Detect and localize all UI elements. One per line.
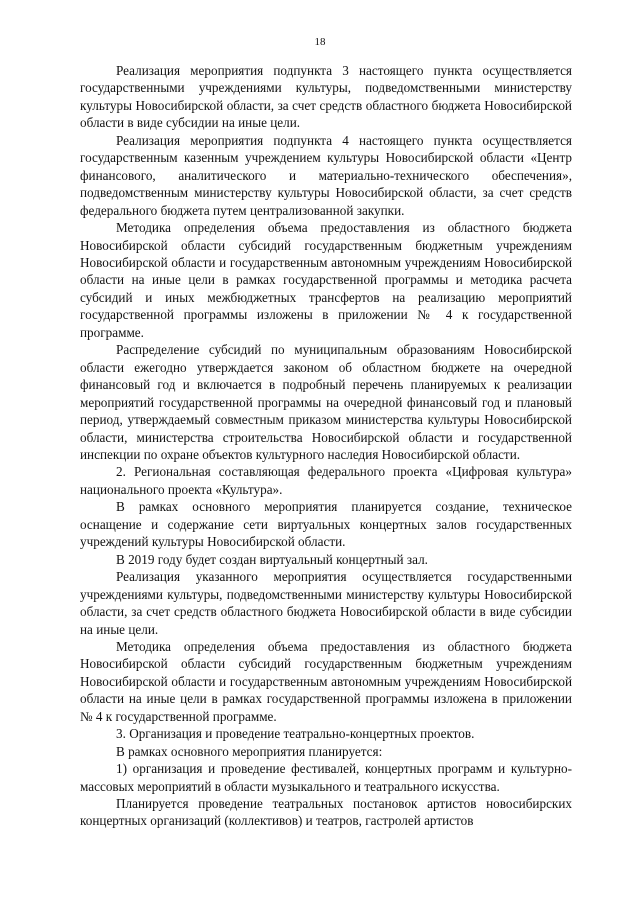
paragraph-festivals: 1) организация и проведение фестивалей, концертных программ и культурно-массовых мероприятий в области музыкального и театрального искусства. [80, 761, 572, 794]
paragraph-section-2-heading: 2. Региональная составляющая федерального проекта «Цифровая культура» национального проекта «Культура». [80, 464, 572, 497]
paragraph-subitem-3-implementation: Реализация мероприятия подпункта 3 настоящего пункта осуществляется государственными учреждениями культуры, подведомственными министерству культуры Новосибирской области, за счет средств областного бюджета Новосибирской области в виде субсидии на иные цели. [80, 63, 572, 131]
document-body [80, 62, 572, 830]
paragraph-implementation-funding: Реализация указанного мероприятия осуществляется государственными учреждениями культуры, подведомственными министерству культуры Новосибирской области, за счет средств областного бюджета Новосибирской области в виде субсидии на иные цели. [80, 569, 572, 637]
paragraph-2019-virtual-hall: В 2019 году будет создан виртуальный концертный зал. [116, 551, 428, 567]
paragraph-subsidy-methodology: Методика определения объема предоставления из областного бюджета Новосибирской области субсидий государственным бюджетным учреждениям Новосибирской области и государственным автономным учреждениям Новосибирской области на иные цели в рамках государственной программы и методика расчета субсидий и иных межбюджетных трансфертов на реализацию мероприятий государственной программы изложены в приложении № 4 к государственной программе. [80, 220, 572, 340]
paragraph-subsidy-distribution: Распределение субсидий по муниципальным образованиям Новосибирской области ежегодно утверждается законом об областном бюджете на очередной финансовый год и включается в подробный перечень планируемых к реализации мероприятий государственной программы на очередной финансовый год и плановый период, утверждаемый совместным приказом министерства культуры Новосибирской области, министерства строительства Новосибирской области и государственной инспекции по охране объектов культурного наследия Новосибирской области. [80, 342, 572, 462]
paragraph-planned-intro: В рамках основного мероприятия планируется: [116, 743, 383, 759]
paragraph-theatre-productions: Планируется проведение театральных постановок артистов новосибирских концертных организаций (коллективов) и театров, гастролей артистов [80, 796, 572, 829]
paragraph-methodology-appendix: Методика определения объема предоставления из областного бюджета Новосибирской области субсидий государственным бюджетным учреждениям Новосибирской области и государственным автономным учреждениям Новосибирской области на иные цели в рамках государственной программы изложена в приложении № 4 к государственной программе. [80, 638, 572, 724]
paragraph-section-3-heading: 3. Организация и проведение театрально-концертных проектов. [116, 726, 475, 742]
paragraph-virtual-halls: В рамках основного мероприятия планируется создание, техническое оснащение и содержание сети виртуальных концертных залов государственных учреждений культуры Новосибирской области. [80, 499, 572, 550]
page-number: 18 [314, 36, 326, 48]
paragraph-subitem-4-implementation: Реализация мероприятия подпункта 4 настоящего пункта осуществляется государственным казенным учреждением культуры Новосибирской области «Центр финансового, аналитического и материально-технического обеспечения», подведомственным министерству культуры Новосибирской области, за счет средств федерального бюджета путем централизованной закупки. [80, 132, 572, 218]
